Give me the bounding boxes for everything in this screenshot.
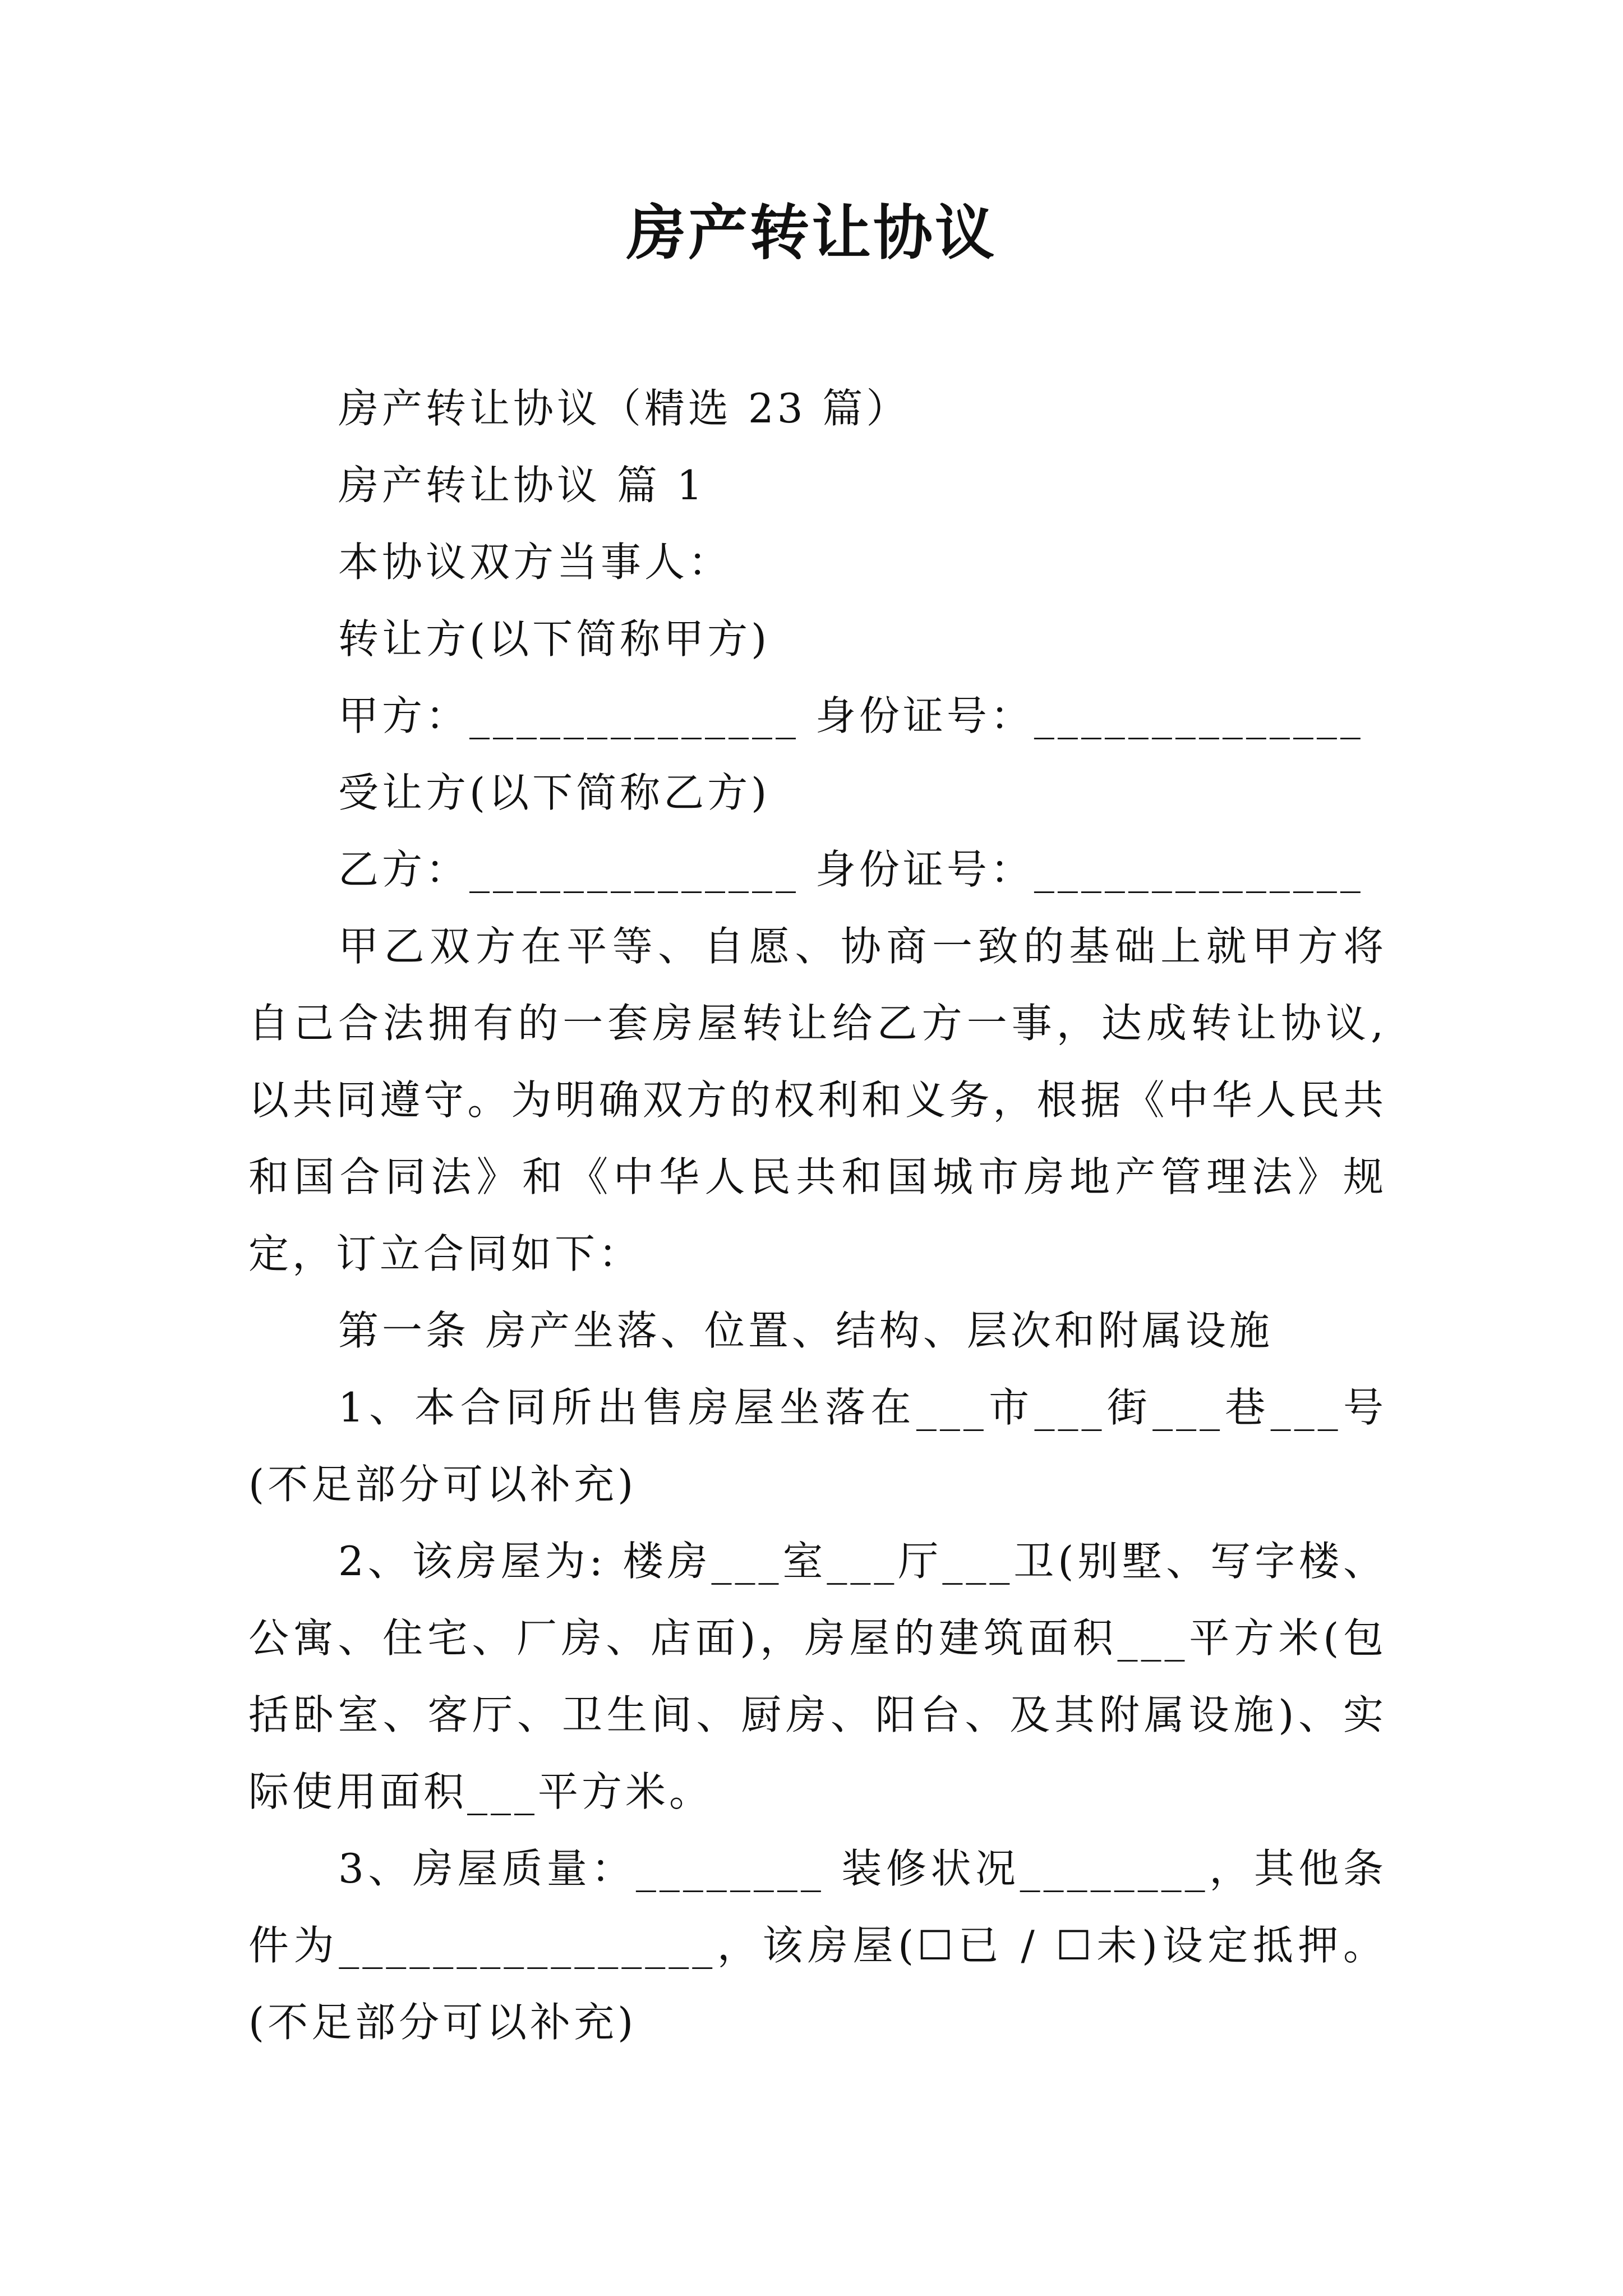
paragraph-transferee-label: 受让方(以下简称乙方) <box>338 769 771 816</box>
paragraph-clause-3: 3、房屋质量：________ 装修状况________，其他条件为________________，该房屋(☐已 / ☐未)设定抵押。(不足部分可以补充) <box>248 1845 1387 2046</box>
paragraph-party-a-fields: 甲方：______________ 身份证号：______________ <box>338 692 1364 739</box>
paragraph-parties-intro: 本协议双方当事人： <box>338 539 732 586</box>
document-title: 房产转让协议 <box>626 197 997 268</box>
paragraph-transferor-label: 转让方(以下简称甲方) <box>338 615 771 662</box>
document-body <box>248 370 1387 2061</box>
paragraph-clause-1: 1、本合同所出售房屋坐落在___市___街___巷___号(不足部分可以补充) <box>248 1384 1387 1508</box>
paragraph-party-b-fields: 乙方：______________ 身份证号：______________ <box>338 846 1364 893</box>
paragraph-subtitle: 房产转让协议（精选 23 篇） <box>338 385 910 432</box>
paragraph-article-1-heading: 第一条 房产坐落、位置、结构、层次和附属设施 <box>338 1307 1273 1354</box>
paragraph-clause-2: 2、该房屋为: 楼房___室___厅___卫(别墅、写字楼、公寓、住宅、厂房、店面)，房屋的建筑面积___平方米(包括卧室、客厅、卫生间、厨房、阳台、及其附属设施)、实际使用面积___平方米。 <box>248 1538 1387 1815</box>
paragraph-section-heading: 房产转让协议 篇 1 <box>338 462 706 509</box>
paragraph-preamble: 甲乙双方在平等、自愿、协商一致的基础上就甲方将自己合法拥有的一套房屋转让给乙方一事，达成转让协议,以共同遵守。为明确双方的权利和义务，根据《中华人民共和国合同法》和《中华人民共和国城市房地产管理法》规定，订立合同如下： <box>248 923 1387 1277</box>
